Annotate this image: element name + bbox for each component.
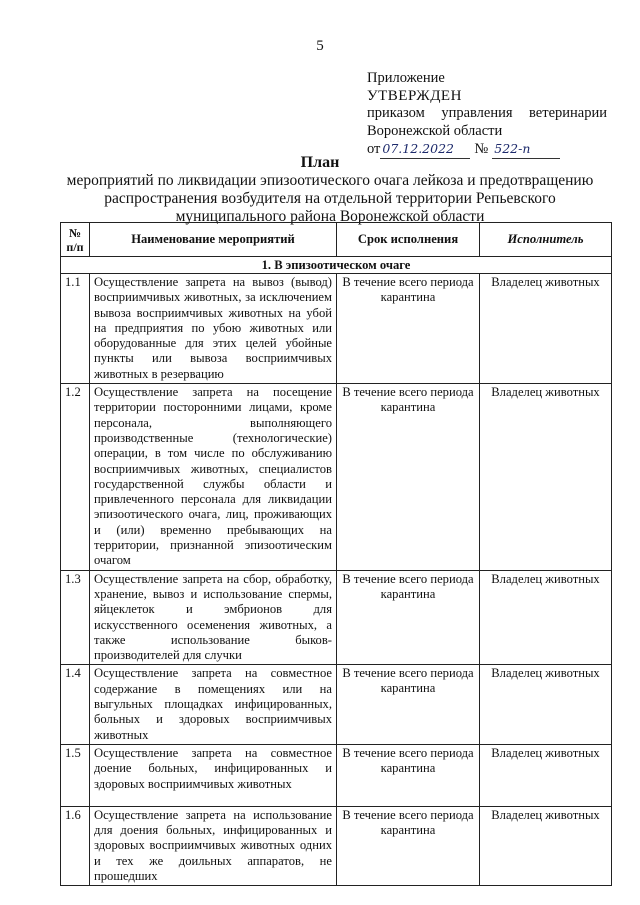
row-measure: Осуществление запрета на совместное содержание в помещениях или на выгульных площадках инфицированных, больных и здоровых восприимчивых животных [90,665,337,744]
approval-order: приказом управления ветеринарии [367,105,607,121]
table-row [61,384,612,571]
approval-number: 522-п [492,140,560,159]
approval-region: Воронежской области [367,122,503,139]
plan-subtitle: мероприятий по ликвидации эпизоотического очага лейкоза и предотвращению распространения возбудителя на отдельной территории Репьевского муниципального района Воронежской области [66,172,594,225]
row-term: В течение всего периода карантина [337,806,480,885]
date-from-label: от [367,141,381,157]
row-measure: Осуществление запрета на сбор, обработку, хранение, вывоз и использование спермы, яйцеклеток и эмбрионов для искусственного осеменения животных, а также использование быков-производителей для случки [90,570,337,665]
row-number: 1.4 [61,665,90,744]
row-number: 1.5 [61,744,90,806]
table-row [61,665,612,744]
table-row [61,274,612,384]
page-number: 5 [316,38,324,54]
row-executor: Владелец животных [480,570,612,665]
row-number: 1.6 [61,806,90,885]
row-executor: Владелец животных [480,744,612,806]
row-measure: Осуществление запрета на посещение территории посторонними лицами, кроме персонала, выполняющего производственные (технологические) операции, в том числе по обслуживанию восприимчивых животных, специалистов государственной службы области и привлеченного персонала для ликвидации эпизоотического очага, лиц, проживающих и (или) временно пребывающих на территории, признанной эпизоотическим очагом [90,384,337,571]
row-executor: Владелец животных [480,274,612,384]
row-term: В течение всего периода карантина [337,744,480,806]
row-number: 1.1 [61,274,90,384]
header-exec: Исполнитель [480,223,612,257]
row-executor: Владелец животных [480,384,612,571]
row-term: В течение всего периода карантина [337,384,480,571]
section-row [61,257,612,274]
row-measure: Осуществление запрета на использование для доения больных, инфицированных и здоровых восприимчивых животных одних и тех же доильных аппаратов, не прошедших [90,806,337,885]
approval-approved: УТВЕРЖДЕН [367,87,462,104]
row-executor: Владелец животных [480,806,612,885]
approval-appendix: Приложение [367,70,445,86]
row-measure: Осуществление запрета на вывоз (вывод) восприимчивых животных, за исключением вывоза восприимчивых животных на убой на предприятия по убою животных или оборудованные для этих целей убойные пункты или вывоза восприимчивых животных в резервацию [90,274,337,384]
header-name: Наименование мероприятий [90,223,337,257]
table-header-row [61,223,612,257]
plan-table [60,222,612,886]
row-measure: Осуществление запрета на совместное доение больных, инфицированных и здоровых восприимчивых животных [90,744,337,806]
section-title: 1. В эпизоотическом очаге [61,257,612,274]
row-executor: Владелец животных [480,665,612,744]
row-term: В течение всего периода карантина [337,274,480,384]
header-num: № п/п [61,223,90,257]
approval-date: 07.12.2022 [380,140,470,159]
row-term: В течение всего периода карантина [337,665,480,744]
row-number: 1.3 [61,570,90,665]
plan-title: План [300,154,340,171]
table-row [61,744,612,806]
row-number: 1.2 [61,384,90,571]
table-row [61,570,612,665]
row-term: В течение всего периода карантина [337,570,480,665]
number-label: № [474,141,489,157]
header-term: Срок исполнения [337,223,480,257]
table-row [61,806,612,885]
approval-block [367,70,607,159]
